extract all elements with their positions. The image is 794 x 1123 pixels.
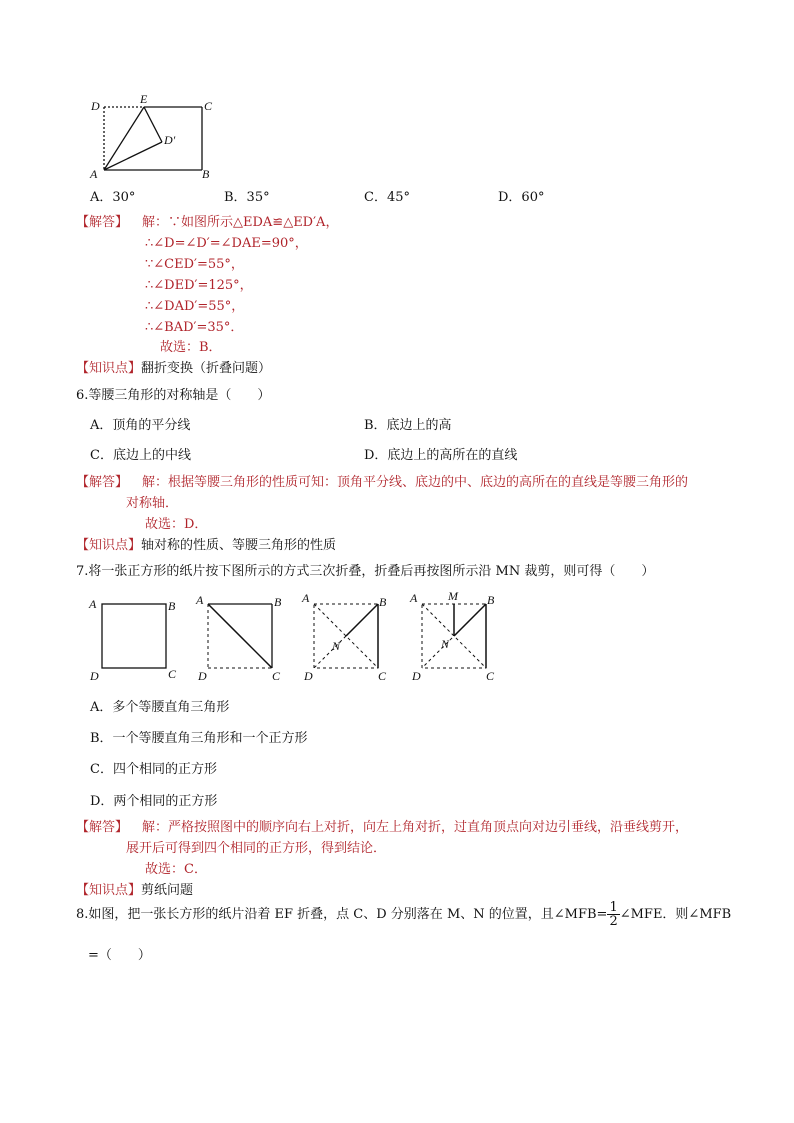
q7-option-b: B．一个等腰直角三角形和一个正方形 xyxy=(90,731,308,746)
q8-stem: 8.如图，把一张长方形的纸片沿着 EF 折叠，点 C、D 分别落在 M、N 的位置，且∠MFB= $\frac{1}{2}$ ∠MFE．则∠MFB xyxy=(76,900,732,929)
svg-text:B: B xyxy=(379,595,387,609)
q6-option-a: A．顶角的平分线 xyxy=(90,418,191,433)
fig5-label-C: C xyxy=(204,99,213,113)
fig5-label-A: A xyxy=(90,167,98,180)
q8-stem-continuation: =（ ） xyxy=(88,948,151,963)
q6-answer-tag: 【解答】 xyxy=(76,475,129,490)
q7-option-d: D．两个相同的正方形 xyxy=(90,794,218,809)
svg-text:B: B xyxy=(168,599,176,613)
q6-choose: 故选：D． xyxy=(145,517,208,532)
q6-solution-line: 解：根据等腰三角形的性质可知：顶角平分线、底边的中、底边的高所在的直线是等腰三角形的 xyxy=(142,475,689,490)
q5-option-a: A．30° xyxy=(90,190,136,205)
q7-solution-line: 展开后可得到四个相同的正方形，得到结论． xyxy=(126,841,387,856)
svg-text:D: D xyxy=(304,669,313,683)
q6-option-c: C．底边上的中线 xyxy=(90,448,191,463)
q7-answer-tag: 【解答】 xyxy=(76,820,129,835)
svg-text:C: C xyxy=(168,667,177,681)
svg-text:C: C xyxy=(378,669,387,683)
svg-text:A: A xyxy=(302,591,310,605)
q6-knowledge-point: 【知识点】轴对称的性质、等腰三角形的性质 xyxy=(76,538,337,553)
q5-solution-line: ∵∠CED′=55°， xyxy=(145,257,244,272)
q5-solution-line: ∴∠DAD′=55°， xyxy=(145,299,245,314)
q5-knowledge-point: 【知识点】翻折变换（折叠问题） xyxy=(76,361,272,376)
svg-text:A: A xyxy=(410,591,418,605)
svg-text:N: N xyxy=(332,639,341,653)
fold-rectangle-figure xyxy=(88,92,228,180)
fig5-label-E: E xyxy=(140,92,148,106)
q5-option-b: B．35° xyxy=(224,190,270,205)
q6-stem: 6.等腰三角形的对称轴是（ ） xyxy=(76,388,271,403)
q5-option-d: D．60° xyxy=(498,190,545,205)
q6-solution-line: 对称轴． xyxy=(126,496,179,511)
paper-folding-figures xyxy=(86,588,506,684)
svg-text:C: C xyxy=(486,669,495,683)
q5-solution-line: ∴∠BAD′=35°． xyxy=(145,320,244,335)
svg-text:D: D xyxy=(198,669,207,683)
q5-solution-line: 解：∵如图所示△EDA≌△ED′A， xyxy=(142,215,339,230)
q7-choose: 故选：C． xyxy=(145,862,207,877)
q7-option-c: C．四个相同的正方形 xyxy=(90,762,217,777)
q7-solution-line: 解：严格按照图中的顺序向右上对折，向左上角对折，过直角顶点向对边引垂线，沿垂线剪开， xyxy=(142,820,689,835)
q6-option-d: D．底边上的高所在的直线 xyxy=(364,448,518,463)
fig5-label-D: D xyxy=(91,99,100,113)
q7-stem: 7.将一张正方形的纸片按下图所示的方式三次折叠，折叠后再按图所示沿 MN 裁剪，则可得（ ） xyxy=(76,564,655,579)
q5-solution-line: ∴∠DED′=125°， xyxy=(145,278,253,293)
q7-knowledge-point: 【知识点】剪纸问题 xyxy=(76,883,194,898)
svg-text:N: N xyxy=(441,637,450,651)
svg-text:B: B xyxy=(274,595,282,609)
q5-choose: 故选：B． xyxy=(160,340,222,355)
q7-option-a: A．多个等腰直角三角形 xyxy=(90,700,230,715)
q5-answer-tag: 【解答】 xyxy=(76,215,129,230)
fig5-label-B: B xyxy=(202,167,210,180)
svg-text:D: D xyxy=(90,669,99,683)
q5-option-c: C．45° xyxy=(364,190,410,205)
fig5-label-Dprime: D′ xyxy=(164,133,176,147)
svg-text:A: A xyxy=(89,597,97,611)
svg-text:C: C xyxy=(272,669,281,683)
svg-text:D: D xyxy=(412,669,421,683)
q5-solution-line: ∴∠D=∠D′=∠DAE=90°， xyxy=(145,236,308,251)
q6-option-b: B．底边上的高 xyxy=(364,418,452,433)
q8-fraction: $\frac{1}{2}$ xyxy=(609,900,618,929)
svg-text:B: B xyxy=(487,593,495,607)
svg-text:M: M xyxy=(448,589,458,603)
svg-text:A: A xyxy=(196,593,204,607)
